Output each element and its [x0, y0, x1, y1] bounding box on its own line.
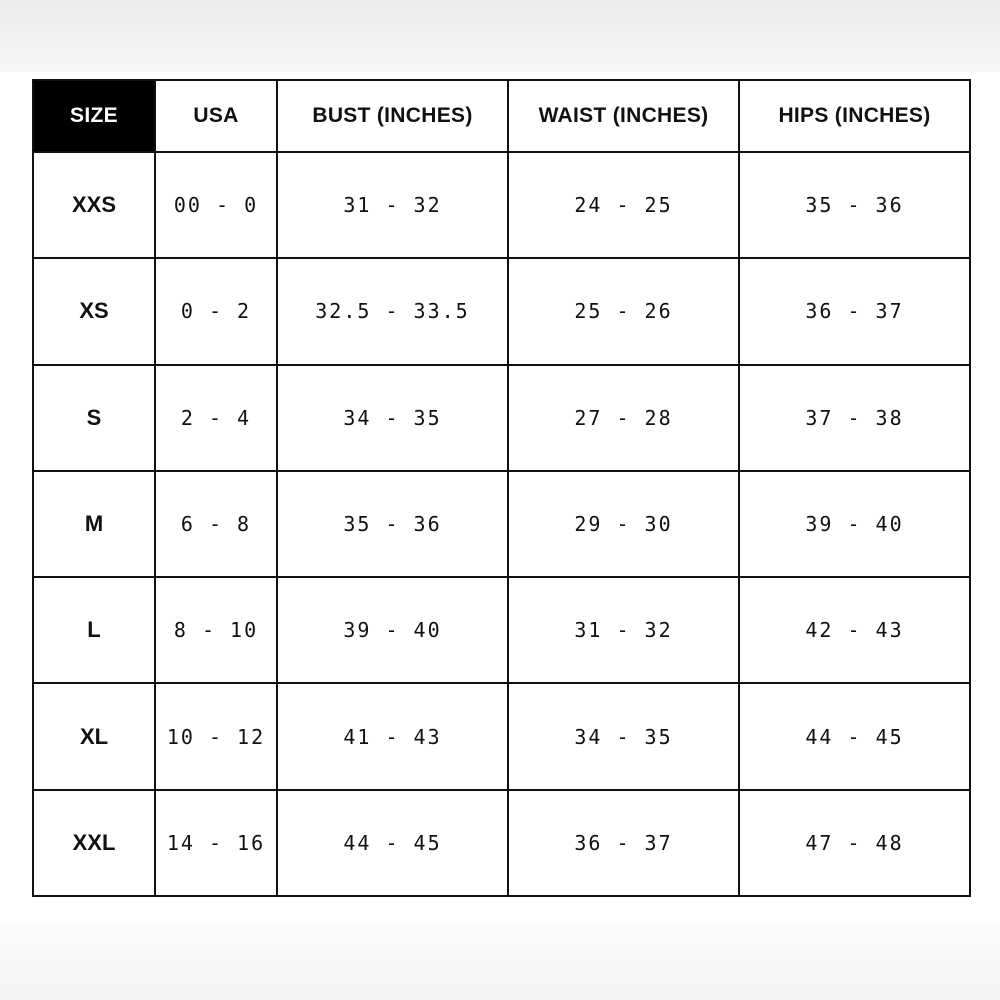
bust-cell: 31 - 32 [277, 152, 508, 258]
hips-cell: 36 - 37 [739, 258, 970, 364]
size-cell: L [33, 577, 155, 683]
bust-cell: 34 - 35 [277, 365, 508, 471]
waist-cell: 24 - 25 [508, 152, 739, 258]
hips-cell: 47 - 48 [739, 790, 970, 896]
waist-cell: 34 - 35 [508, 683, 739, 789]
bust-cell: 35 - 36 [277, 471, 508, 577]
size-cell: M [33, 471, 155, 577]
usa-cell: 00 - 0 [155, 152, 277, 258]
bust-cell: 44 - 45 [277, 790, 508, 896]
hips-cell: 39 - 40 [739, 471, 970, 577]
column-header-size: SIZE [33, 80, 155, 152]
size-cell: XXL [33, 790, 155, 896]
usa-cell: 0 - 2 [155, 258, 277, 364]
usa-cell: 6 - 8 [155, 471, 277, 577]
size-cell: S [33, 365, 155, 471]
waist-cell: 25 - 26 [508, 258, 739, 364]
table-row [33, 471, 970, 577]
column-header-waist: WAIST (INCHES) [508, 80, 739, 152]
waist-cell: 29 - 30 [508, 471, 739, 577]
usa-cell: 10 - 12 [155, 683, 277, 789]
hips-cell: 44 - 45 [739, 683, 970, 789]
hips-cell: 37 - 38 [739, 365, 970, 471]
size-chart-table [32, 79, 971, 897]
size-cell: XL [33, 683, 155, 789]
table-row [33, 152, 970, 258]
usa-cell: 14 - 16 [155, 790, 277, 896]
table-row [33, 365, 970, 471]
hips-cell: 35 - 36 [739, 152, 970, 258]
table-row [33, 577, 970, 683]
bottom-background-band [0, 922, 1000, 1000]
header-row [33, 80, 970, 152]
usa-cell: 2 - 4 [155, 365, 277, 471]
waist-cell: 36 - 37 [508, 790, 739, 896]
table-row [33, 258, 970, 364]
bust-cell: 39 - 40 [277, 577, 508, 683]
table-row [33, 683, 970, 789]
size-cell: XS [33, 258, 155, 364]
waist-cell: 31 - 32 [508, 577, 739, 683]
waist-cell: 27 - 28 [508, 365, 739, 471]
usa-cell: 8 - 10 [155, 577, 277, 683]
size-cell: XXS [33, 152, 155, 258]
column-header-hips: HIPS (INCHES) [739, 80, 970, 152]
top-background-band [0, 0, 1000, 72]
column-header-usa: USA [155, 80, 277, 152]
bust-cell: 41 - 43 [277, 683, 508, 789]
column-header-bust: BUST (INCHES) [277, 80, 508, 152]
table-row [33, 790, 970, 896]
bust-cell: 32.5 - 33.5 [277, 258, 508, 364]
hips-cell: 42 - 43 [739, 577, 970, 683]
